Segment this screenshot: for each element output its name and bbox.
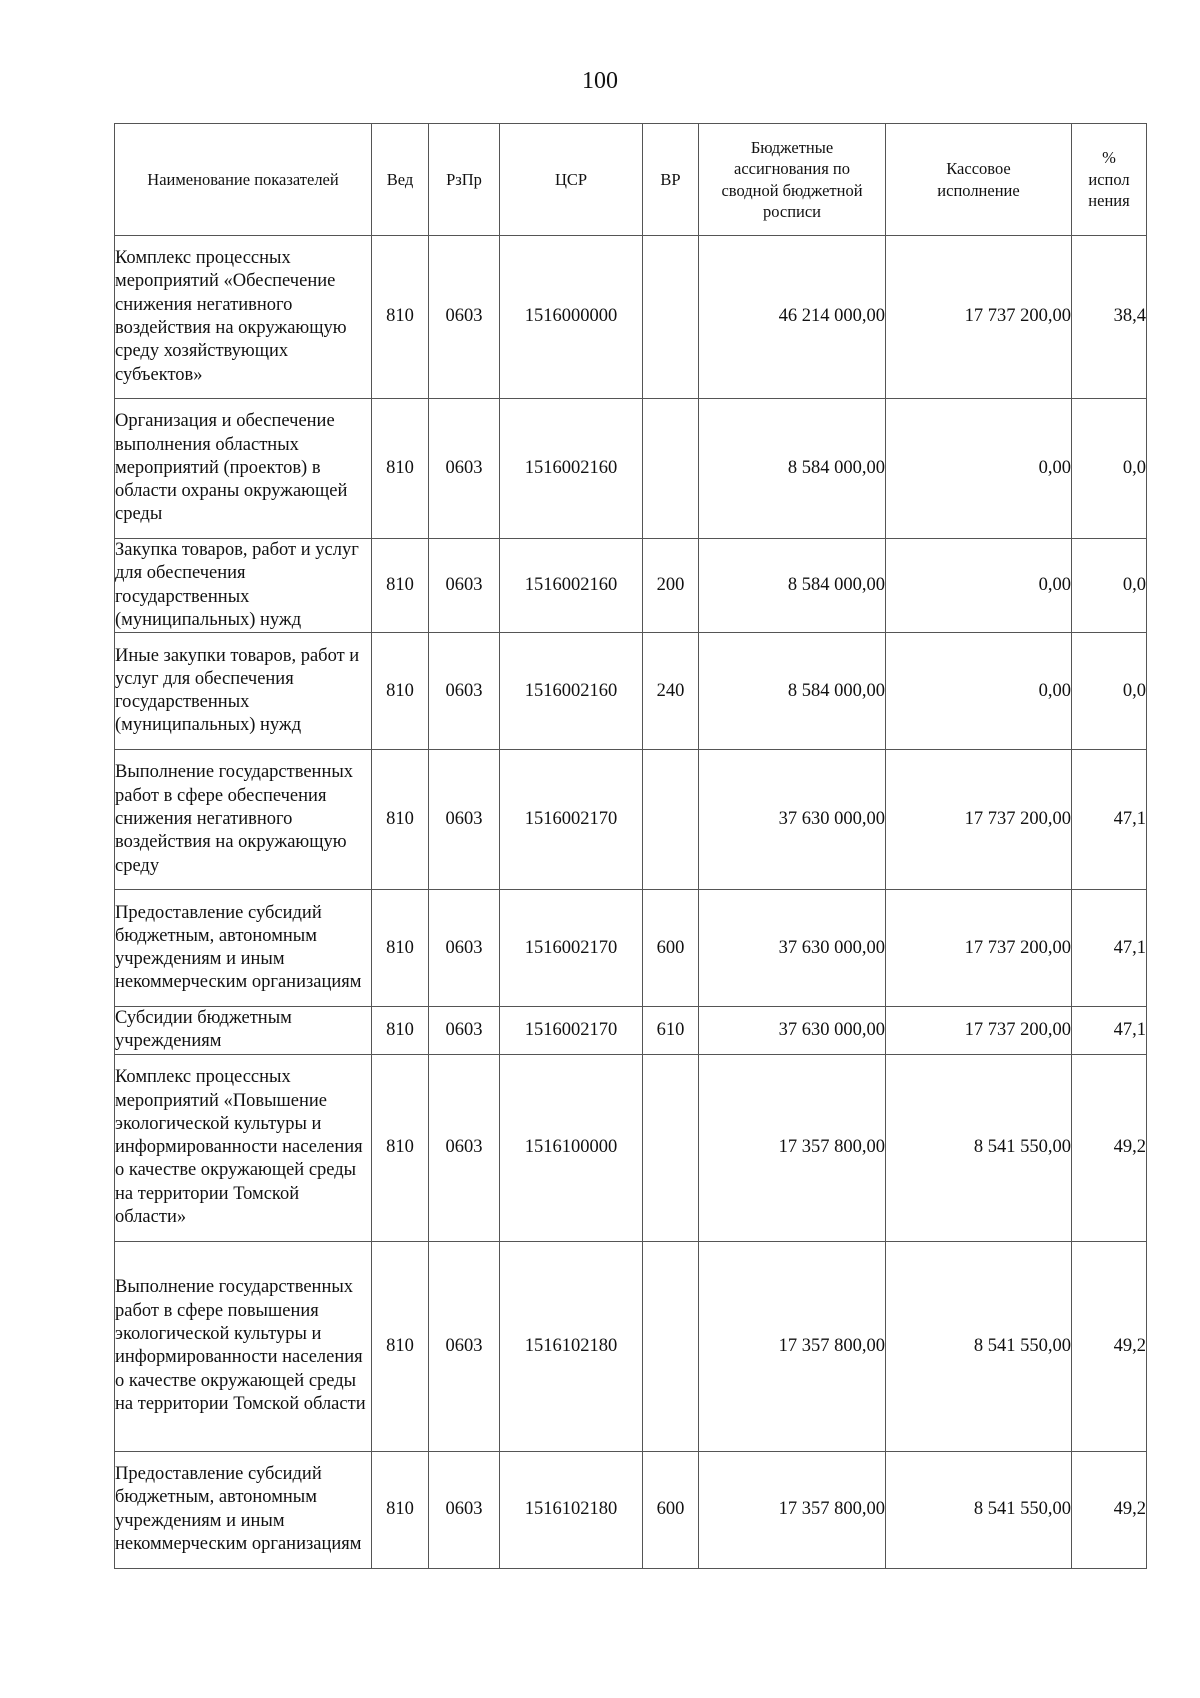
row-rzpr: 0603: [429, 1007, 500, 1055]
table-row: [115, 1241, 1147, 1451]
row-vr: [643, 399, 699, 539]
row-vr: 240: [643, 633, 699, 750]
row-csr: 1516002170: [500, 1007, 643, 1055]
table-row: [115, 399, 1147, 539]
row-cash: 17 737 200,00: [886, 750, 1072, 890]
row-csr: 1516002170: [500, 750, 643, 890]
row-budget: 8 584 000,00: [699, 539, 886, 633]
budget-execution-table: [114, 123, 1147, 1569]
row-ved: 810: [372, 1007, 429, 1055]
row-pct: 0,0: [1072, 539, 1147, 633]
row-pct: 49,2: [1072, 1054, 1147, 1241]
row-name: Иные закупки товаров, работ и услуг для обеспечения государственных (муниципальных) нужд: [115, 633, 372, 750]
row-rzpr: 0603: [429, 539, 500, 633]
row-ved: 810: [372, 399, 429, 539]
row-name: Выполнение государственных работ в сфере повышения экологической культуры и информированности населения о качестве окружающей среды на территории Томской области: [115, 1241, 372, 1451]
row-name: Комплекс процессных мероприятий «Обеспечение снижения негативного воздействия на окружающую среду хозяйствующих субъектов»: [115, 236, 372, 399]
row-budget: 37 630 000,00: [699, 890, 886, 1007]
row-ved: 810: [372, 236, 429, 399]
table-row: [115, 1007, 1147, 1055]
row-budget: 46 214 000,00: [699, 236, 886, 399]
row-vr: [643, 1054, 699, 1241]
row-rzpr: 0603: [429, 236, 500, 399]
row-ved: 810: [372, 633, 429, 750]
row-cash: 17 737 200,00: [886, 890, 1072, 1007]
row-budget: 37 630 000,00: [699, 750, 886, 890]
row-rzpr: 0603: [429, 890, 500, 1007]
row-name: Комплекс процессных мероприятий «Повышение экологической культуры и информированности населения о качестве окружающей среды на территории Томской области»: [115, 1054, 372, 1241]
row-csr: 1516100000: [500, 1054, 643, 1241]
row-pct: 49,2: [1072, 1241, 1147, 1451]
header-vr: ВР: [643, 124, 699, 236]
header-ved: Вед: [372, 124, 429, 236]
row-name: Выполнение государственных работ в сфере обеспечения снижения негативного воздействия на окружающую среду: [115, 750, 372, 890]
row-vr: [643, 236, 699, 399]
row-rzpr: 0603: [429, 1054, 500, 1241]
row-name: Субсидии бюджетным учреждениям: [115, 1007, 372, 1055]
table-header-row: [115, 124, 1147, 236]
table-row: [115, 539, 1147, 633]
row-budget: 17 357 800,00: [699, 1054, 886, 1241]
row-rzpr: 0603: [429, 1451, 500, 1568]
row-budget: 17 357 800,00: [699, 1241, 886, 1451]
row-cash: 17 737 200,00: [886, 236, 1072, 399]
row-budget: 17 357 800,00: [699, 1451, 886, 1568]
row-cash: 0,00: [886, 539, 1072, 633]
row-csr: 1516002170: [500, 890, 643, 1007]
header-name: Наименование показателей: [115, 124, 372, 236]
row-budget: 8 584 000,00: [699, 399, 886, 539]
row-name: Предоставление субсидий бюджетным, автономным учреждениям и иным некоммерческим организациям: [115, 890, 372, 1007]
row-vr: 600: [643, 890, 699, 1007]
row-cash: 8 541 550,00: [886, 1054, 1072, 1241]
row-csr: 1516102180: [500, 1451, 643, 1568]
row-budget: 8 584 000,00: [699, 633, 886, 750]
row-cash: 17 737 200,00: [886, 1007, 1072, 1055]
header-rzpr: РзПр: [429, 124, 500, 236]
row-vr: [643, 1241, 699, 1451]
row-csr: 1516102180: [500, 1241, 643, 1451]
row-cash: 8 541 550,00: [886, 1241, 1072, 1451]
table-row: [115, 890, 1147, 1007]
row-rzpr: 0603: [429, 1241, 500, 1451]
header-budget: Бюджетные ассигнования по сводной бюджетной росписи: [699, 124, 886, 236]
row-ved: 810: [372, 1451, 429, 1568]
row-cash: 8 541 550,00: [886, 1451, 1072, 1568]
table-row: [115, 236, 1147, 399]
table-row: [115, 750, 1147, 890]
header-pct: % испол нения: [1072, 124, 1147, 236]
table-row: [115, 1451, 1147, 1568]
table-row: [115, 633, 1147, 750]
row-ved: 810: [372, 1241, 429, 1451]
row-csr: 1516002160: [500, 633, 643, 750]
row-budget: 37 630 000,00: [699, 1007, 886, 1055]
row-ved: 810: [372, 750, 429, 890]
row-pct: 0,0: [1072, 399, 1147, 539]
row-name: Предоставление субсидий бюджетным, автономным учреждениям и иным некоммерческим организациям: [115, 1451, 372, 1568]
row-rzpr: 0603: [429, 633, 500, 750]
row-rzpr: 0603: [429, 399, 500, 539]
row-cash: 0,00: [886, 399, 1072, 539]
row-pct: 47,1: [1072, 1007, 1147, 1055]
row-csr: 1516000000: [500, 236, 643, 399]
row-ved: 810: [372, 539, 429, 633]
row-vr: [643, 750, 699, 890]
row-pct: 47,1: [1072, 890, 1147, 1007]
row-pct: 49,2: [1072, 1451, 1147, 1568]
header-cash: Кассовое исполнение: [886, 124, 1072, 236]
row-name: Закупка товаров, работ и услуг для обеспечения государственных (муниципальных) нужд: [115, 539, 372, 633]
row-csr: 1516002160: [500, 539, 643, 633]
row-pct: 47,1: [1072, 750, 1147, 890]
row-rzpr: 0603: [429, 750, 500, 890]
row-ved: 810: [372, 1054, 429, 1241]
header-csr: ЦСР: [500, 124, 643, 236]
row-csr: 1516002160: [500, 399, 643, 539]
row-vr: 600: [643, 1451, 699, 1568]
row-ved: 810: [372, 890, 429, 1007]
table-row: [115, 1054, 1147, 1241]
row-pct: 0,0: [1072, 633, 1147, 750]
row-vr: 610: [643, 1007, 699, 1055]
row-vr: 200: [643, 539, 699, 633]
row-pct: 38,4: [1072, 236, 1147, 399]
row-cash: 0,00: [886, 633, 1072, 750]
page-number: 100: [582, 68, 618, 94]
row-name: Организация и обеспечение выполнения областных мероприятий (проектов) в области охраны окружающей среды: [115, 399, 372, 539]
